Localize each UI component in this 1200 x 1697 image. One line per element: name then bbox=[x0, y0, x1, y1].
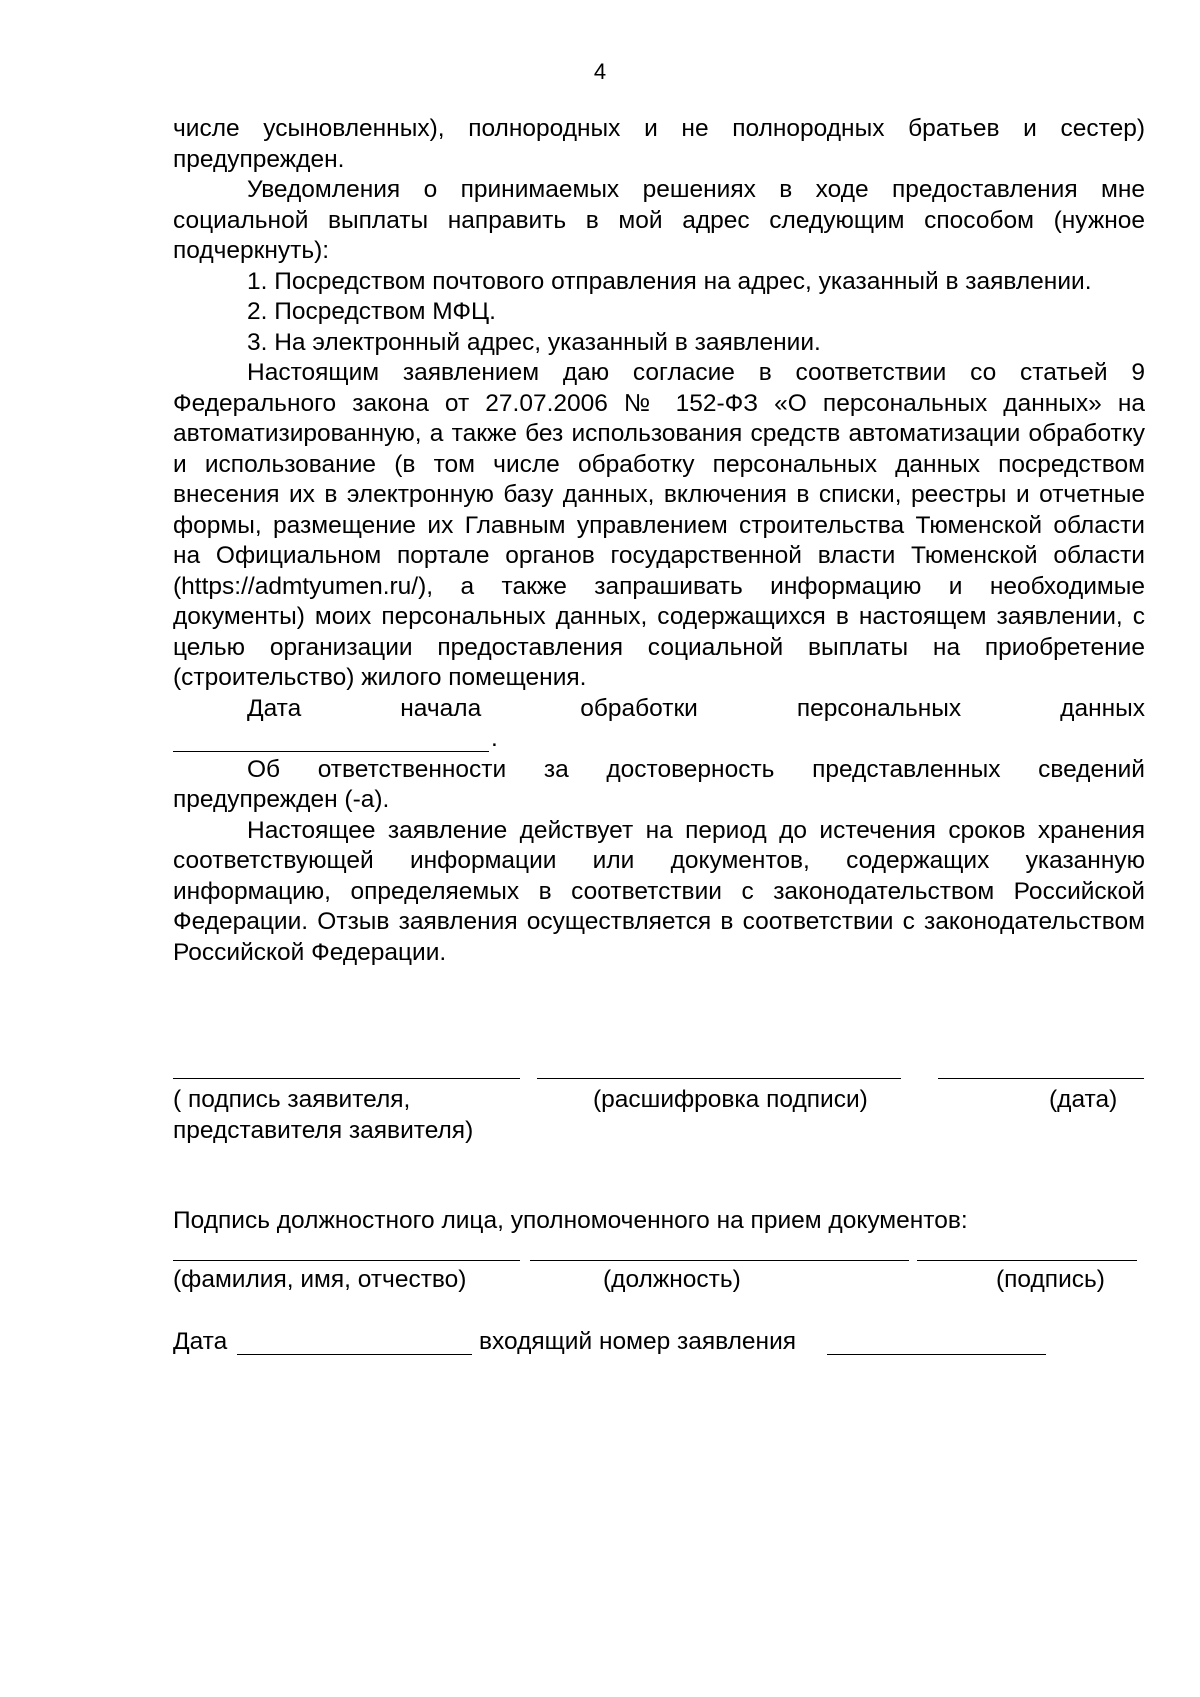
applicant-signature-labels bbox=[173, 1085, 1145, 1155]
official-position-line[interactable] bbox=[530, 1260, 909, 1261]
page-number: 4 bbox=[593, 59, 607, 84]
official-position-label: (должность) bbox=[603, 1266, 741, 1293]
registration-date-line[interactable] bbox=[237, 1354, 472, 1355]
paragraph-responsibility: Об ответственности за достоверность представленных сведений предупрежден (-а). bbox=[173, 755, 1145, 813]
paragraph-validity: Настоящее заявление действует на период до истечения сроков хранения соответствующей информации или документов, содержащих указанную информацию, определяемых в соответствии с законодательством Российской Федерации. Отзыв заявления осуществляется в соответствии с законодательством Российской Федерации. bbox=[173, 816, 1145, 966]
official-signature-label: (подпись) bbox=[996, 1266, 1105, 1293]
signature-decoding-line[interactable] bbox=[537, 1078, 901, 1079]
paragraph-notification-method: Уведомления о принимаемых решениях в ходе предоставления мне социальной выплаты направить в мой адрес следующим способом (нужное подчеркнуть): bbox=[173, 176, 1145, 264]
official-signature-heading-text: Подпись должностного лица, уполномоченного на прием документов: bbox=[173, 1207, 968, 1234]
paragraph-siblings-warning: числе усыновленных), полнородных и не полнородных братьев и сестер) предупрежден. bbox=[173, 115, 1145, 173]
option-mfc: 2. Посредством МФЦ. bbox=[247, 298, 496, 325]
registration-date-label: Дата bbox=[173, 1328, 228, 1355]
processing-start-date-label: Дата начала обработки персональных данных bbox=[247, 694, 1145, 722]
applicant-signature-line[interactable] bbox=[173, 1078, 520, 1079]
applicant-representative-label: представителя заявителя) bbox=[173, 1116, 474, 1144]
option-postal: 1. Посредством почтового отправления на адрес, указанный в заявлении. bbox=[247, 267, 1092, 295]
official-signature-labels bbox=[173, 1265, 1145, 1297]
official-name-line[interactable] bbox=[173, 1260, 520, 1261]
processing-start-date-field[interactable] bbox=[173, 724, 1145, 755]
applicant-date-label: (дата) bbox=[1049, 1086, 1118, 1113]
official-signature-heading bbox=[173, 1206, 1145, 1238]
official-signature-line[interactable] bbox=[917, 1260, 1137, 1261]
signature-decoding-label: (расшифровка подписи) bbox=[593, 1086, 868, 1113]
paragraph-personal-data-consent: Настоящим заявлением даю согласие в соответствии со статьей 9 Федерального закона от 27.07.2006 № 152-ФЗ «О персональных данных» на автоматизированную, а также без использования средств автоматизации обработку и использование (в том числе обработку персональных данных посредством внесения их в электронную базу данных, включения в списки, реестры и отчетные формы, размещение их Главным управлением строительства Тюменской области на Официальном портале органов государственной власти Тюменской области (https://admtyumen.ru/), а также запрашивать информацию и необходимые документы) моих персональных данных, содержащихся в настоящем заявлении, с целью организации предоставления социальной выплаты на приобретение (строительство) жилого помещения. bbox=[173, 359, 1145, 691]
registration-number-label: входящий номер заявления bbox=[479, 1328, 797, 1355]
processing-start-date-period: . bbox=[491, 725, 498, 752]
applicant-signature-label: ( подпись заявителя, bbox=[173, 1086, 411, 1113]
applicant-date-line[interactable] bbox=[938, 1078, 1144, 1079]
document-body bbox=[173, 114, 1145, 968]
processing-start-date-underline bbox=[173, 751, 489, 752]
registration-number-line[interactable] bbox=[827, 1354, 1046, 1355]
option-email: 3. На электронный адрес, указанный в заявлении. bbox=[247, 328, 821, 356]
official-name-label: (фамилия, имя, отчество) bbox=[173, 1266, 467, 1293]
